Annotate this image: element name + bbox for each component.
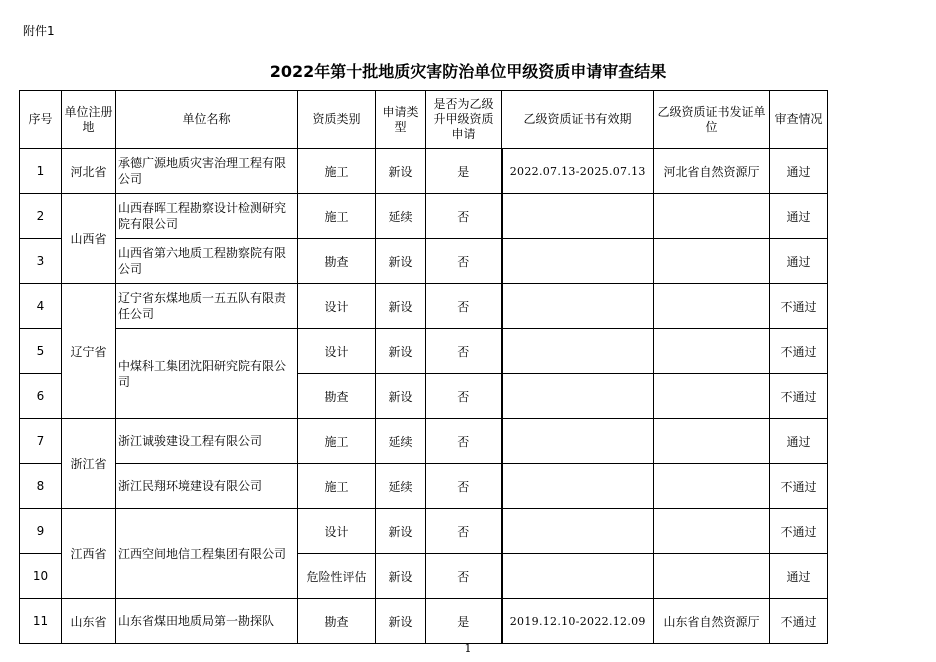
- seq-cell: 5: [20, 329, 62, 374]
- results-table: [19, 90, 828, 644]
- header-unit-name: 单位名称: [116, 91, 298, 149]
- issuer-cell: [654, 194, 770, 239]
- document-title: 2022年第十批地质灾害防治单位甲级资质申请审查结果: [269, 62, 667, 81]
- upgrade-cell: 否: [426, 284, 502, 329]
- region-cell: 山东省: [62, 599, 116, 644]
- qual-cell: 施工: [298, 419, 376, 464]
- issuer-cell: 山东省自然资源厅: [654, 599, 770, 644]
- table-row: [20, 284, 828, 329]
- header-review: 审查情况: [770, 91, 828, 149]
- unit-name-cell: 江西空间地信工程集团有限公司: [116, 509, 298, 599]
- apply-cell: 延续: [376, 194, 426, 239]
- seq-cell: 1: [20, 149, 62, 194]
- validity-cell: [502, 554, 654, 599]
- upgrade-cell: 否: [426, 464, 502, 509]
- apply-cell: 新设: [376, 284, 426, 329]
- apply-cell: 新设: [376, 509, 426, 554]
- apply-cell: 新设: [376, 554, 426, 599]
- apply-cell: 新设: [376, 329, 426, 374]
- review-cell: 不通过: [770, 464, 828, 509]
- apply-cell: 延续: [376, 419, 426, 464]
- attachment-label: 附件1: [23, 24, 55, 38]
- review-cell: 通过: [770, 194, 828, 239]
- table-row: [20, 599, 828, 644]
- apply-cell: 延续: [376, 464, 426, 509]
- validity-cell: 2022.07.13-2025.07.13: [502, 149, 654, 194]
- table-row: [20, 419, 828, 464]
- header-apply-type: 申请类型: [376, 91, 426, 149]
- issuer-cell: [654, 239, 770, 284]
- header-issuer: 乙级资质证书发证单位: [654, 91, 770, 149]
- upgrade-cell: 否: [426, 554, 502, 599]
- review-cell: 通过: [770, 149, 828, 194]
- qual-cell: 设计: [298, 284, 376, 329]
- seq-cell: 3: [20, 239, 62, 284]
- unit-name-cell: 辽宁省东煤地质一五五队有限责任公司: [116, 284, 298, 329]
- table-row: [20, 194, 828, 239]
- region-cell: 浙江省: [62, 419, 116, 509]
- seq-cell: 9: [20, 509, 62, 554]
- unit-name-cell: 浙江民翔环境建设有限公司: [116, 464, 298, 509]
- review-cell: 不通过: [770, 509, 828, 554]
- upgrade-cell: 否: [426, 374, 502, 419]
- header-upgrade: 是否为乙级升甲级资质申请: [426, 91, 502, 149]
- seq-cell: 7: [20, 419, 62, 464]
- table-row: [20, 239, 828, 284]
- issuer-cell: [654, 329, 770, 374]
- table-row: [20, 149, 828, 194]
- table-row: [20, 509, 828, 554]
- validity-cell: [502, 464, 654, 509]
- validity-cell: [502, 239, 654, 284]
- qual-cell: 勘查: [298, 599, 376, 644]
- seq-cell: 10: [20, 554, 62, 599]
- validity-cell: [502, 374, 654, 419]
- apply-cell: 新设: [376, 374, 426, 419]
- region-cell: 辽宁省: [62, 284, 116, 419]
- issuer-cell: [654, 419, 770, 464]
- review-cell: 通过: [770, 419, 828, 464]
- qual-cell: 危险性评估: [298, 554, 376, 599]
- issuer-cell: [654, 374, 770, 419]
- seq-cell: 11: [20, 599, 62, 644]
- issuer-cell: 河北省自然资源厅: [654, 149, 770, 194]
- apply-cell: 新设: [376, 149, 426, 194]
- seq-cell: 8: [20, 464, 62, 509]
- region-cell: 河北省: [62, 149, 116, 194]
- review-cell: 不通过: [770, 374, 828, 419]
- unit-name-cell: 浙江诚骏建设工程有限公司: [116, 419, 298, 464]
- review-cell: 通过: [770, 554, 828, 599]
- qual-cell: 勘查: [298, 239, 376, 284]
- seq-cell: 2: [20, 194, 62, 239]
- qual-cell: 勘查: [298, 374, 376, 419]
- issuer-cell: [654, 284, 770, 329]
- qual-cell: 设计: [298, 329, 376, 374]
- review-cell: 通过: [770, 239, 828, 284]
- table-row: [20, 329, 828, 374]
- issuer-cell: [654, 464, 770, 509]
- review-cell: 不通过: [770, 284, 828, 329]
- review-cell: 不通过: [770, 599, 828, 644]
- unit-name-cell: 中煤科工集团沈阳研究院有限公司: [116, 329, 298, 419]
- upgrade-cell: 否: [426, 329, 502, 374]
- validity-cell: [502, 509, 654, 554]
- apply-cell: 新设: [376, 239, 426, 284]
- validity-cell: [502, 284, 654, 329]
- header-validity: 乙级资质证书有效期: [502, 91, 654, 149]
- unit-name-cell: 山东省煤田地质局第一勘探队: [116, 599, 298, 644]
- region-cell: 山西省: [62, 194, 116, 284]
- header-qual-type: 资质类别: [298, 91, 376, 149]
- seq-cell: 4: [20, 284, 62, 329]
- issuer-cell: [654, 554, 770, 599]
- qual-cell: 施工: [298, 194, 376, 239]
- header-region: 单位注册地: [62, 91, 116, 149]
- seq-cell: 6: [20, 374, 62, 419]
- upgrade-cell: 否: [426, 194, 502, 239]
- upgrade-cell: 否: [426, 509, 502, 554]
- header-seq: 序号: [20, 91, 62, 149]
- header-row: [20, 91, 828, 149]
- unit-name-cell: 山西春晖工程勘察设计检测研究院有限公司: [116, 194, 298, 239]
- unit-name-cell: 承德广源地质灾害治理工程有限公司: [116, 149, 298, 194]
- upgrade-cell: 是: [426, 599, 502, 644]
- upgrade-cell: 否: [426, 419, 502, 464]
- validity-cell: 2019.12.10-2022.12.09: [502, 599, 654, 644]
- qual-cell: 设计: [298, 509, 376, 554]
- upgrade-cell: 否: [426, 239, 502, 284]
- validity-cell: [502, 419, 654, 464]
- page-number: 1: [464, 642, 472, 655]
- issuer-cell: [654, 509, 770, 554]
- upgrade-cell: 是: [426, 149, 502, 194]
- unit-name-cell: 山西省第六地质工程勘察院有限公司: [116, 239, 298, 284]
- qual-cell: 施工: [298, 149, 376, 194]
- qual-cell: 施工: [298, 464, 376, 509]
- review-cell: 不通过: [770, 329, 828, 374]
- table-row: [20, 464, 828, 509]
- apply-cell: 新设: [376, 599, 426, 644]
- validity-cell: [502, 194, 654, 239]
- validity-cell: [502, 329, 654, 374]
- region-cell: 江西省: [62, 509, 116, 599]
